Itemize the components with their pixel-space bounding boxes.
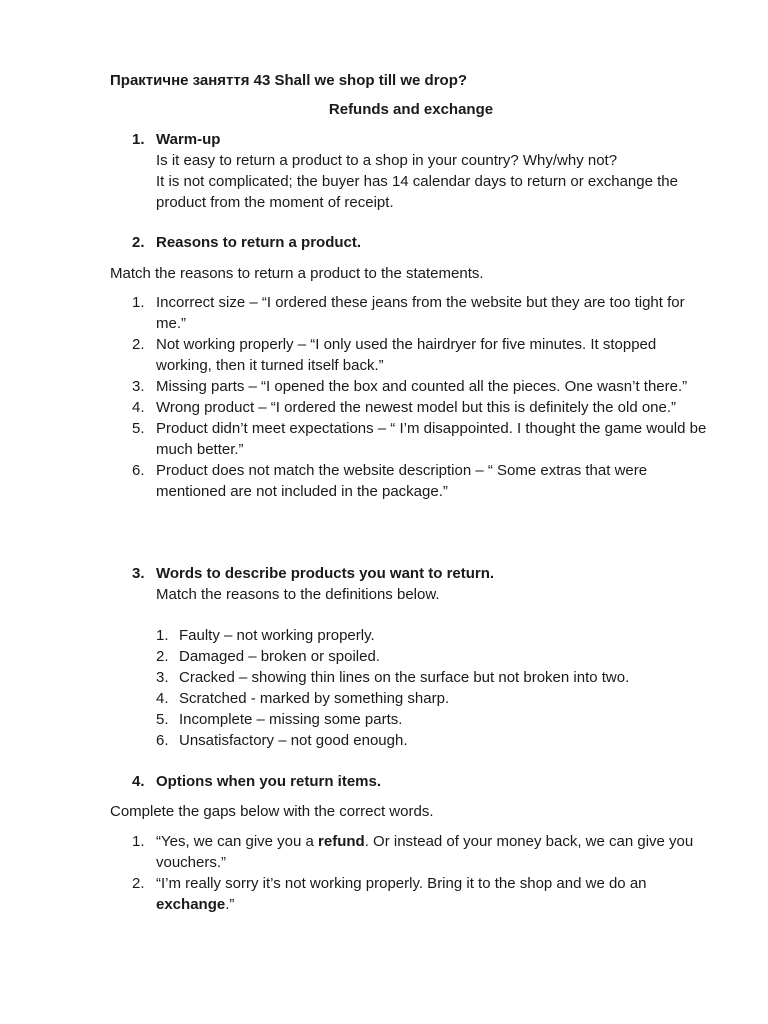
list-item [132,292,716,334]
list-item-number: 1. [132,833,145,850]
list-item [156,667,739,688]
section-3-instruction: Match the reasons to the definitions below. [156,586,440,603]
section-4-heading: Options when you return items. [156,773,382,790]
page-title: Практичне заняття 43 Shall we shop till we drop? [110,72,468,89]
gap-fill-list [132,831,716,915]
list-item-text: “Yes, we can give you a [156,833,319,850]
list-item [132,397,716,418]
page-subtitle: Refunds and exchange [328,101,494,118]
list-item-text: Wrong product – “I ordered the newest model but this is definitely the old one.” [156,399,677,416]
list-item [156,709,739,730]
list-item-number: 2. [132,875,145,892]
list-item-text: Scratched - marked by something sharp. [179,690,450,707]
list-item [156,730,739,751]
list-item-text: . Or instead of your money back, we can give you vouchers.” [156,833,694,871]
list-item-text: Damaged – broken or spoiled. [179,648,380,665]
section-3-heading: Words to describe products you want to return. [156,565,495,582]
list-item-text: Incomplete – missing some parts. [179,711,403,728]
list-item [132,831,716,873]
list-item-number: 3. [132,378,145,395]
list-item [132,418,716,460]
reasons-list [132,292,716,502]
list-item-number: 4. [156,690,169,707]
answer-word: exchange [156,896,226,913]
list-item [132,334,716,376]
section-4-number: 4. [132,773,145,790]
list-item [156,688,739,709]
list-item-text: Product does not match the website description – “ Some extras that were mentioned are not included in the package.” [156,462,648,500]
section-1-heading: Warm-up [156,131,221,148]
list-item-text: Cracked – showing thin lines on the surface but not broken into two. [179,669,630,686]
list-item-number: 5. [156,711,169,728]
answer-word: refund [318,833,365,850]
list-item-text: .” [225,896,235,913]
list-item-text: Product didn’t meet expectations – “ I’m disappointed. I thought the game would be much better.” [156,420,707,458]
list-item-number: 1. [156,627,169,644]
list-item-number: 6. [156,732,169,749]
definitions-list [156,625,739,751]
list-item [132,873,716,915]
list-item-text: “I’m really sorry it’s not working properly. Bring it to the shop and we do an [156,875,647,892]
section-1-answer: It is not complicated; the buyer has 14 calendar days to return or exchange the product from the moment of receipt. [156,173,678,211]
list-item-text: Faulty – not working properly. [179,627,375,644]
list-item-text: Unsatisfactory – not good enough. [179,732,408,749]
list-item-number: 2. [132,336,145,353]
list-item [132,460,716,502]
section-2-heading: Reasons to return a product. [156,234,362,251]
section-2-instruction: Match the reasons to return a product to the statements. [110,265,484,282]
list-item-number: 4. [132,399,145,416]
list-item [132,376,716,397]
list-item-number: 5. [132,420,145,437]
list-item-number: 2. [156,648,169,665]
list-item-number: 6. [132,462,145,479]
list-item-number: 3. [156,669,169,686]
list-item-text: Missing parts – “I opened the box and counted all the pieces. One wasn’t there.” [156,378,688,395]
section-1-question: Is it easy to return a product to a shop in your country? Why/why not? [156,152,618,169]
list-item [156,646,739,667]
list-item-number: 1. [132,294,145,311]
list-item-text: Incorrect size – “I ordered these jeans from the website but they are too tight for me.” [156,294,685,332]
section-1-number: 1. [132,131,145,148]
list-item [156,625,739,646]
list-item-text: Not working properly – “I only used the hairdryer for five minutes. It stopped working, then it turned itself back.” [156,336,657,374]
section-4-instruction: Complete the gaps below with the correct words. [110,803,434,820]
section-3-number: 3. [132,565,145,582]
section-2-number: 2. [132,234,145,251]
